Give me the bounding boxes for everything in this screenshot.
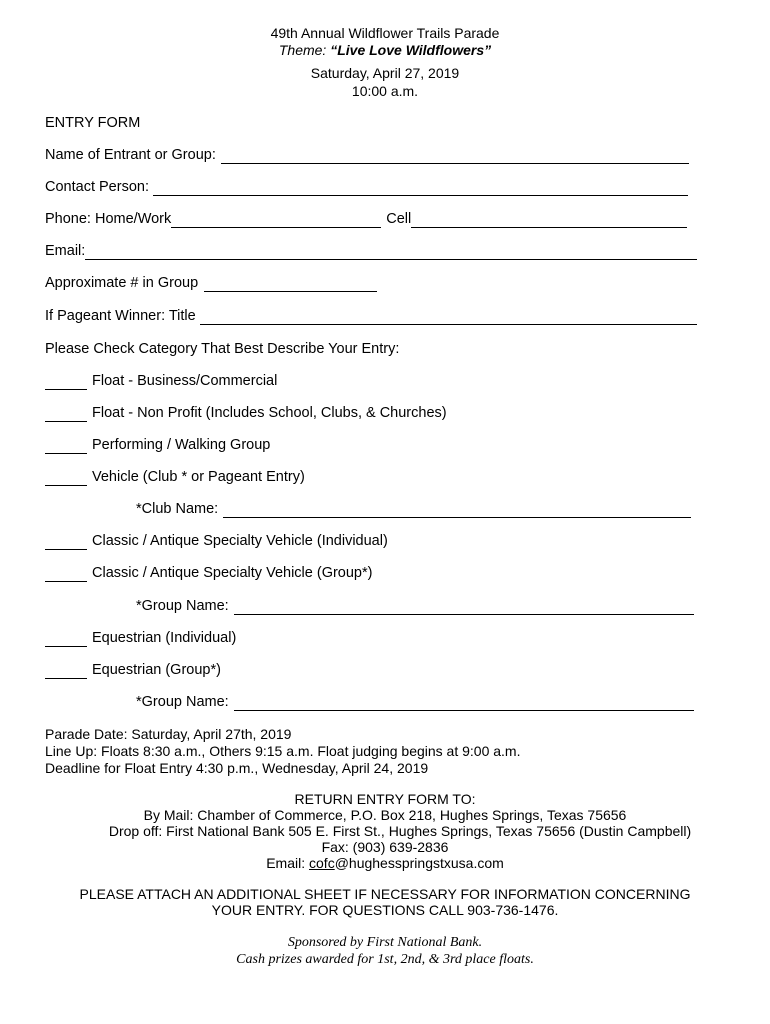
name-row [45,146,689,164]
notice-line-1: PLEASE ATTACH AN ADDITIONAL SHEET IF NECESSARY FOR INFORMATION CONCERNING [79,886,691,902]
phone-label: Phone: Home/Work [45,211,172,227]
category-item [45,372,277,390]
club-name-label: *Club Name: [136,501,219,517]
email-domain: @hughesspringstxusa.com [334,855,504,871]
mail-address: By Mail: Chamber of Commerce, P.O. Box 218, Hughes Springs, Texas 75656 [143,807,627,823]
deadline-detail: Deadline for Float Entry 4:30 p.m., Wednesday, April 24, 2019 [45,760,429,776]
category-item [45,629,236,647]
notice-line-2: YOUR ENTRY. FOR QUESTIONS CALL 903-736-1476. [211,902,559,918]
category-check-blank[interactable] [45,630,87,647]
contact-row [45,178,688,196]
pageant-label: If Pageant Winner: Title [45,308,196,324]
sponsor-line-1: Sponsored by First National Bank. [287,935,483,950]
group-size-label: Approximate # in Group [45,275,199,291]
group-name-label: *Group Name: [136,694,229,710]
parade-date: Saturday, April 27, 2019 [310,65,460,81]
category-label: Performing / Walking Group [92,437,271,453]
email-contact [0,855,770,872]
category-check-blank[interactable] [45,662,87,679]
phone-row [45,210,687,228]
fax-number: Fax: (903) 639-2836 [321,839,449,855]
pageant-row [45,307,697,325]
parade-time: 10:00 a.m. [351,83,419,99]
category-prompt: Please Check Category That Best Describe Your Entry: [45,341,400,357]
category-label: Float - Non Profit (Includes School, Clubs, & Churches) [92,405,447,421]
category-item [45,661,221,679]
pageant-title-field[interactable] [200,308,697,325]
category-label: Float - Business/Commercial [92,373,278,389]
category-check-blank[interactable] [45,373,87,390]
form-heading: ENTRY FORM [45,115,141,131]
name-label: Name of Entrant or Group: [45,147,216,163]
category-label: Vehicle (Club * or Pageant Entry) [92,469,305,485]
category-label: Equestrian (Individual) [92,630,237,646]
line-up-detail: Line Up: Floats 8:30 a.m., Others 9:15 a.m. Float judging begins at 9:00 a.m. [45,743,521,759]
category-check-blank[interactable] [45,437,87,454]
name-field[interactable] [221,147,689,164]
category-label: Classic / Antique Specialty Vehicle (Individual) [92,533,388,549]
return-heading: RETURN ENTRY FORM TO: [294,791,476,807]
category-check-blank[interactable] [45,405,87,422]
category-item [45,564,372,582]
group-size-row [45,274,377,292]
group-name-field[interactable] [234,694,694,711]
email-label: Email: [45,243,86,259]
phone-field[interactable] [171,211,381,228]
category-check-blank[interactable] [45,533,87,550]
category-item [45,468,305,486]
group-name-field[interactable] [234,598,694,615]
parade-date-detail: Parade Date: Saturday, April 27th, 2019 [45,726,292,742]
email-field[interactable] [85,243,697,260]
contact-label: Contact Person: [45,179,149,195]
dropoff-address: Drop off: First National Bank 505 E. First St., Hughes Springs, Texas 75656 (Dustin Campbell) [108,823,692,839]
category-check-blank[interactable] [45,565,87,582]
cell-label: Cell [386,211,412,227]
category-label: Classic / Antique Specialty Vehicle (Group*) [92,565,373,581]
category-item [45,436,270,454]
cell-field[interactable] [411,211,687,228]
theme-label: Theme: [278,42,327,58]
email-contact-label: Email: [266,855,310,871]
email-link[interactable]: cofc [309,855,335,871]
category-check-blank[interactable] [45,469,87,486]
theme-value: “Live Love Wildflowers” [330,42,492,58]
club-name-field[interactable] [223,501,691,518]
parade-title: 49th Annual Wildflower Trails Parade [270,25,500,41]
category-label: Equestrian (Group*) [92,662,221,678]
sponsor-line-2: Cash prizes awarded for 1st, 2nd, & 3rd place floats. [236,952,534,967]
contact-field[interactable] [153,179,688,196]
group-name-row [136,693,694,711]
category-item [45,532,388,550]
group-name-row [136,597,694,615]
theme-line [0,42,770,59]
group-size-field[interactable] [204,275,377,292]
email-row [45,242,697,260]
category-item [45,404,447,422]
group-name-label: *Group Name: [136,598,229,614]
club-name-row [136,500,691,518]
